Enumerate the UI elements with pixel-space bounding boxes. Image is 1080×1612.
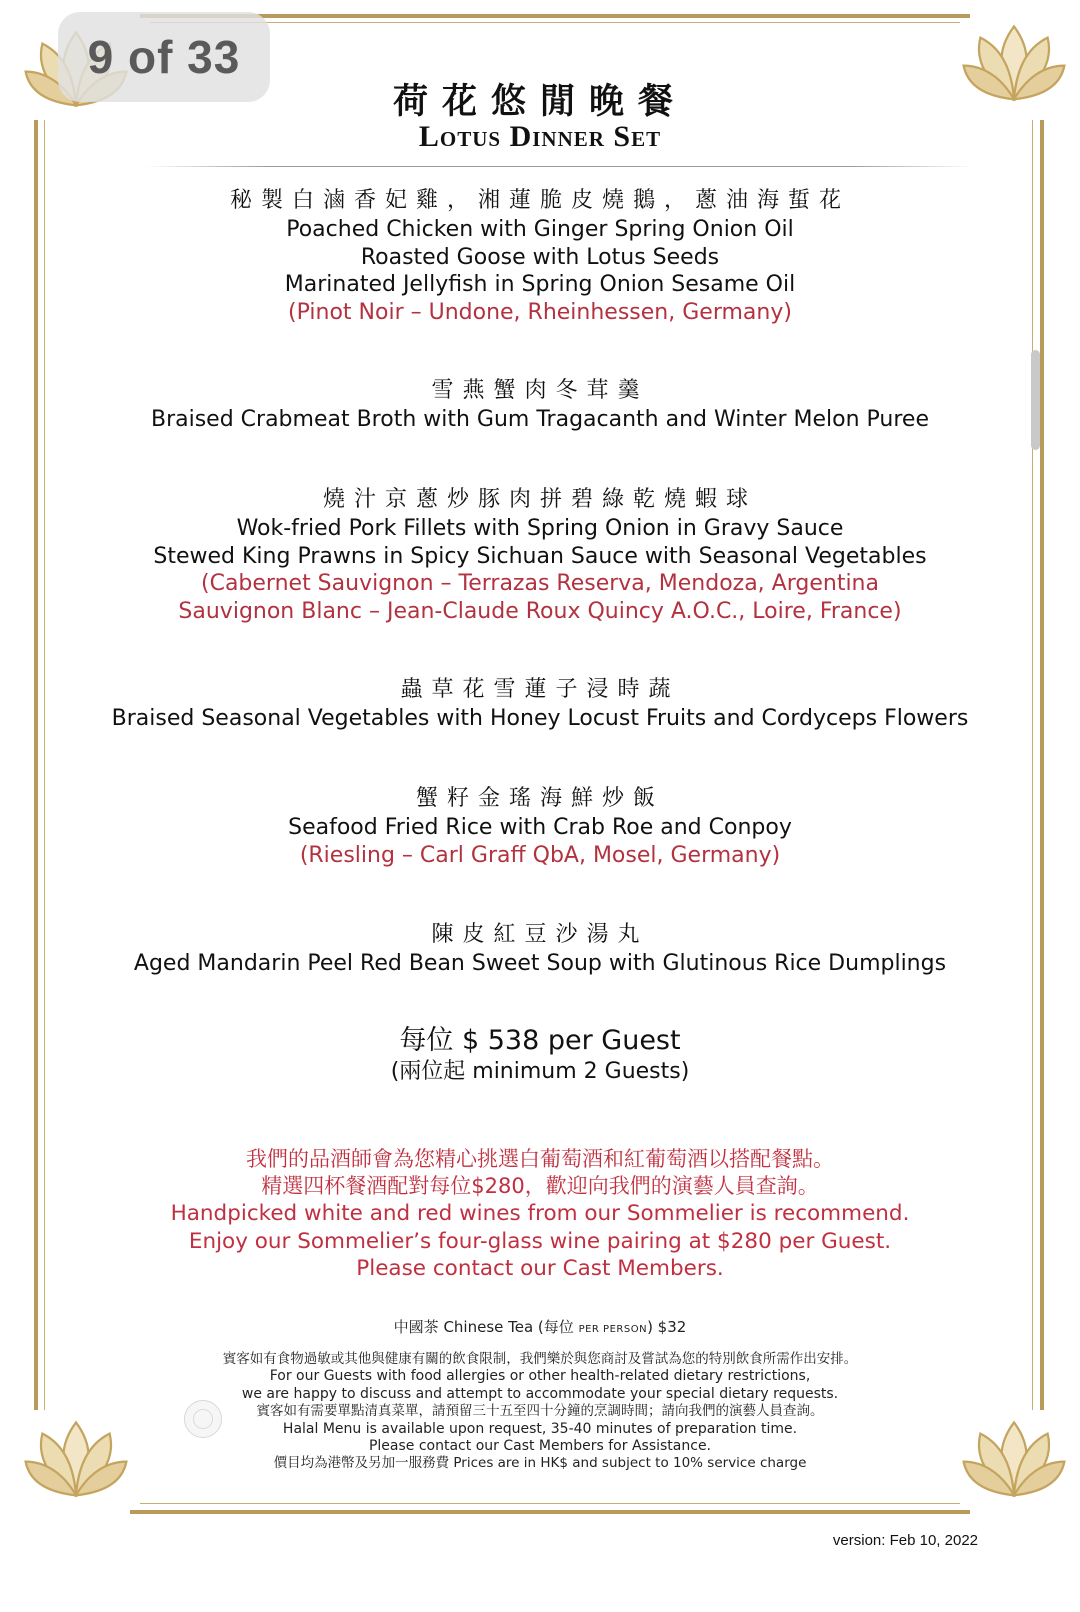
course-6 [0, 920, 1080, 978]
course-3-dish-1: Wok-fried Pork Fillets with Spring Onion in Gravy Sauce [236, 516, 844, 541]
course-2 [0, 376, 1080, 434]
course-2-dish-1: Braised Crabmeat Broth with Gum Tragacanth and Winter Melon Puree [150, 407, 929, 432]
page-counter-badge: 9 of 33 [58, 12, 270, 102]
frame-top-border [140, 14, 970, 18]
sommelier-note-en-1: Handpicked white and red wines from our Sommelier is recommend. [170, 1201, 910, 1226]
course-6-dish-1: Aged Mandarin Peel Red Bean Sweet Soup with Glutinous Rice Dumplings [133, 951, 947, 976]
scrollbar-thumb[interactable] [1031, 350, 1040, 450]
sommelier-note [0, 1146, 1080, 1283]
course-3 [0, 485, 1080, 625]
course-4-dish-1: Braised Seasonal Vegetables with Honey Locust Fruits and Cordyceps Flowers [111, 706, 969, 731]
course-3-dish-2: Stewed King Prawns in Spicy Sichuan Sauce with Seasonal Vegetables [153, 543, 927, 569]
dietary-notes [0, 1351, 1080, 1473]
version-label: version: Feb 10, 2022 [832, 1532, 978, 1549]
note-allergy-en-2: we are happy to discuss and attempt to accommodate your special dietary requests. [241, 1385, 839, 1402]
course-4-chinese-name: 蟲草花雪蓮子浸時蔬 [400, 677, 680, 702]
price-per-guest: 每位 $ 538 per Guest [399, 1025, 681, 1056]
course-4 [0, 675, 1080, 733]
sommelier-note-cn-1: 我們的品酒師會為您精心挑選白葡萄酒和紅葡萄酒以搭配餐點。 [246, 1147, 834, 1171]
course-5 [0, 784, 1080, 869]
note-halal-cn: 賓客如有需要單點清真菜單，請預留三十五至四十分鐘的烹調時間；請向我們的演藝人員查詢。 [256, 1403, 824, 1420]
sommelier-note-en-2: Enjoy our Sommelier’s four-glass wine pairing at $280 per Guest. [188, 1228, 892, 1254]
tea-label: 中國茶 Chinese Tea (每位 [393, 1318, 574, 1336]
course-1-chinese-name: 秘製白滷香妃雞，湘蓮脆皮燒鵝，蔥油海蜇花 [229, 188, 850, 213]
frame-bottom-border [130, 1510, 970, 1514]
tea-price: ) $32 [647, 1318, 687, 1336]
chinese-tea-price [0, 1317, 1080, 1340]
course-6-chinese-name: 陳皮紅豆沙湯丸 [431, 922, 649, 947]
course-1-dish-2: Roasted Goose with Lotus Seeds [360, 244, 720, 270]
note-halal-en-2: Please contact our Cast Members for Assistance. [368, 1438, 712, 1455]
course-2-chinese-name: 雪燕蟹肉冬茸羹 [431, 378, 649, 403]
sommelier-note-en-3: Please contact our Cast Members. [356, 1256, 724, 1281]
note-service-charge: 價目均為港幣及另加一服務費 Prices are in HK$ and subject to 10% service charge [273, 1455, 807, 1472]
course-1-wine-pairing: (Pinot Noir – Undone, Rheinhessen, Germany) [288, 299, 792, 325]
course-5-wine-pairing: (Riesling – Carl Graff QbA, Mosel, Germany) [299, 842, 781, 868]
course-5-dish-1: Seafood Fried Rice with Crab Roe and Conpoy [288, 815, 792, 840]
frame-bottom-inner-border [140, 1503, 960, 1504]
minimum-guests: (兩位起 minimum 2 Guests) [390, 1059, 690, 1084]
note-allergy-cn: 賓客如有食物過敏或其他與健康有關的飲食限制，我們樂於與您商討及嘗試為您的特別飲食所需作出安排。 [222, 1351, 858, 1367]
title-divider [144, 166, 974, 167]
sommelier-note-cn-2: 精選四杯餐酒配對每位$280，歡迎向我們的演藝人員查詢。 [261, 1174, 819, 1198]
frame-top-inner-border [150, 22, 960, 23]
course-3-chinese-name: 燒汁京蔥炒豚肉拼碧綠乾燒蝦球 [322, 487, 757, 512]
halal-seal-icon [184, 1400, 222, 1438]
course-3-wine-pairing-1: (Cabernet Sauvignon – Terrazas Reserva, Mendoza, Argentina [201, 571, 879, 596]
note-halal-en-1: Halal Menu is available upon request, 35-40 minutes of preparation time. [282, 1420, 798, 1437]
menu-title-chinese: 荷花悠閒晚餐 [392, 82, 687, 122]
menu-title-english: Lotus Dinner Set [418, 120, 662, 153]
course-1-dish-3: Marinated Jellyfish in Spring Onion Sesame Oil [284, 272, 796, 297]
note-allergy-en-1: For our Guests with food allergies or other health-related dietary restrictions, [269, 1368, 811, 1385]
course-1 [0, 186, 1080, 326]
set-price [0, 1024, 1080, 1086]
course-5-chinese-name: 蟹籽金瑤海鮮炒飯 [415, 786, 664, 811]
course-1-dish-1: Poached Chicken with Ginger Spring Onion Oil [286, 217, 794, 242]
tea-per-person: PER PERSON [578, 1324, 648, 1335]
course-3-wine-pairing-2: Sauvignon Blanc – Jean-Claude Roux Quincy A.O.C., Loire, France) [178, 598, 902, 624]
